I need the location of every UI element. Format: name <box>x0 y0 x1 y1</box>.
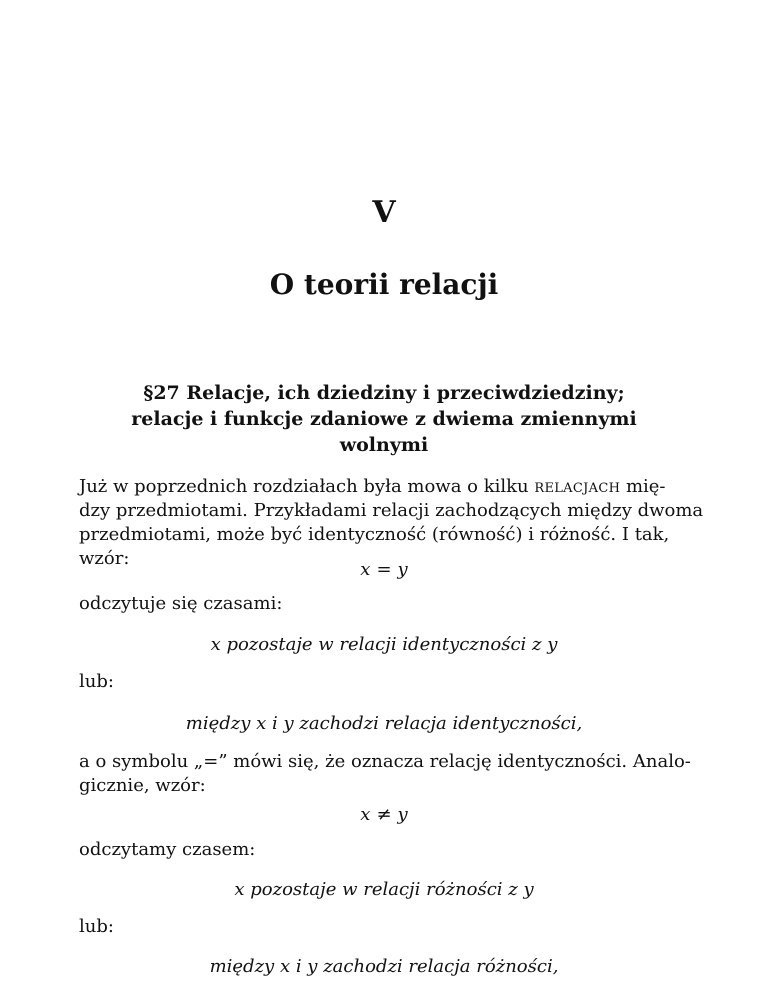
section-title-line: wolnymi <box>339 434 429 456</box>
reads-label: odczytuje się czasami: <box>79 593 283 614</box>
paragraph-line: gicznie, wzór: <box>79 775 206 796</box>
paragraph-line: wzór: <box>79 548 130 569</box>
section-title-line: relacje i funkcje zdaniowe z dwiema zmiennymi <box>131 408 637 430</box>
text-run: mię- <box>620 476 666 497</box>
or-label: lub: <box>79 671 114 692</box>
formula-difference <box>0 803 768 827</box>
text-run: Już w poprzednich rozdziałach była mowa o kilku <box>79 476 535 497</box>
reading-line: między x i y zachodzi relacja identyczności, <box>185 713 583 734</box>
formula-variable: y <box>397 804 408 825</box>
reading-line: x pozostaje w relacji różności z y <box>234 879 534 900</box>
formula-variable: x <box>360 559 371 580</box>
or-label: lub: <box>79 916 114 937</box>
reading-line: x pozostaje w relacji identyczności z y <box>210 634 558 655</box>
paragraph-line: dzy przedmiotami. Przykładami relacji zachodzących między dwoma <box>79 500 704 521</box>
equals-operator: = <box>376 559 392 580</box>
paragraph-line: przedmiotami, może być identyczność (równość) i różność. I tak, <box>79 524 670 545</box>
intro-paragraph <box>79 475 704 571</box>
reads-label: odczytamy czasem: <box>79 839 256 860</box>
chapter-number: V <box>372 195 396 230</box>
paragraph-line: a o symbolu „=” mówi się, że oznacza relację identyczności. Analo- <box>79 751 691 772</box>
reading-line: między x i y zachodzi relacja różności, <box>209 956 559 977</box>
section-title <box>100 380 668 458</box>
formula-variable: x <box>360 804 371 825</box>
section-title-line: §27 Relacje, ich dziedziny i przeciwdziedziny; <box>143 382 625 404</box>
chapter-title: O teorii relacji <box>269 268 499 301</box>
paragraph-line <box>79 475 691 499</box>
term-relacjach: relacjach <box>534 476 621 497</box>
formula-variable: y <box>397 559 408 580</box>
formula-identity <box>0 558 768 582</box>
not-equals-operator: ≠ <box>376 804 392 825</box>
